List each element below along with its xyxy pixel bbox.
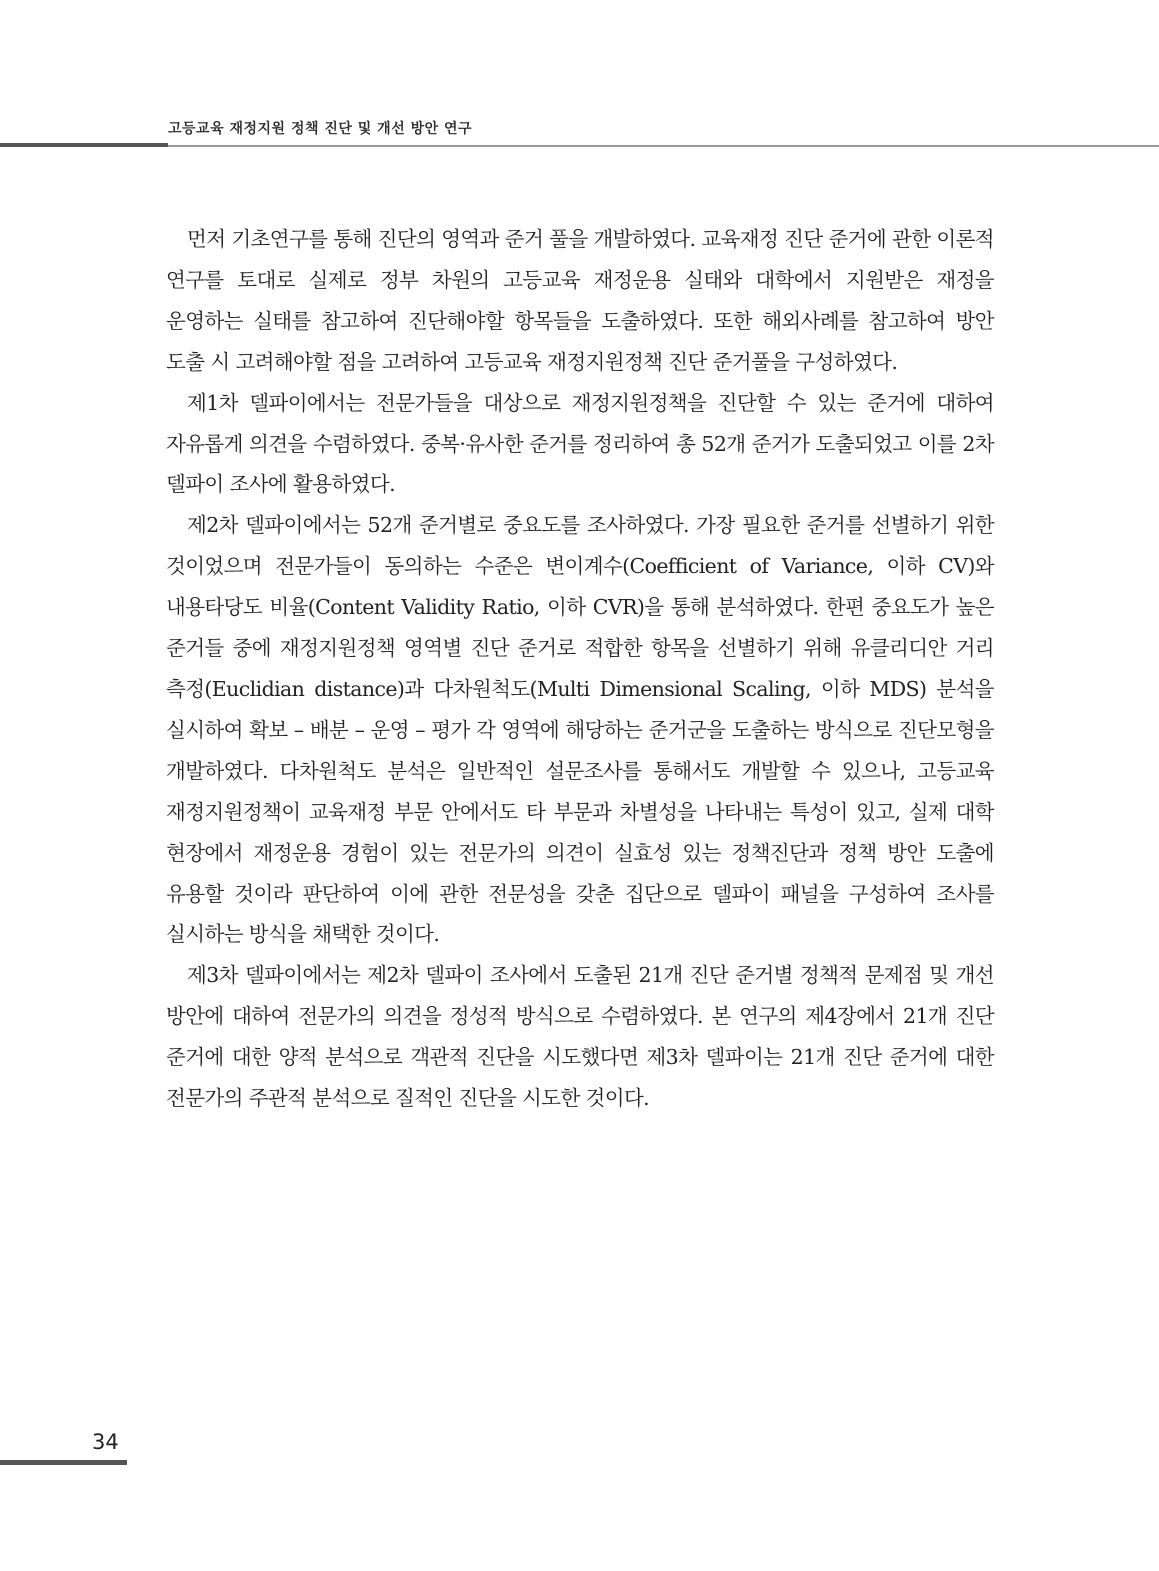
header-rule-dark (0, 143, 168, 147)
header-rule-light (168, 145, 1159, 147)
page-number: 34 (92, 1430, 119, 1454)
body-text (166, 219, 994, 1119)
footer-rule (0, 1460, 127, 1465)
paragraph-first-delphi: 제1차 델파이에서는 전문가들을 대상으로 재정지원정책을 진단할 수 있는 준거에 대하여 자유롭게 의견을 수렴하였다. 중복·유사한 준거를 정리하여 총 52개 준거가 도출되었고 이를 2차 델파이 조사에 활용하였다. (166, 390, 994, 497)
paragraph-third-delphi: 제3차 델파이에서는 제2차 델파이 조사에서 도출된 21개 진단 준거별 정책적 문제점 및 개선 방안에 대하여 전문가의 의견을 정성적 방식으로 수렴하였다. 본 연구의 제4장에서 21개 진단 준거에 대한 양적 분석으로 객관적 진단을 시도했다면 제3차 델파이는 21개 진단 준거에 대한 전문가의 주관적 분석으로 질적인 진단을 시도한 것이다. (166, 963, 994, 1111)
running-header-title: 고등교육 재정지원 정책 진단 및 개선 방안 연구 (168, 121, 473, 137)
paragraph-second-delphi: 제2차 델파이에서는 52개 준거별로 중요도를 조사하였다. 가장 필요한 준거를 선별하기 위한 것이었으며 전문가들이 동의하는 수준은 변이계수(Coefficient of Variance, 이하 CV)와 내용타당도 비율(Content Validity Ratio, 이하 CVR)을 통해 분석하였다. 한편 중요도가 높은 준거들 중에 재정지원정책 영역별 진단 준거로 적합한 항목을 선별하기 위해 유클리디안 거리 측정(Euclidian distance)과 다차원척도(Multi Dimensional Scaling, 이하 MDS) 분석을 실시하여 확보 – 배분 – 운영 – 평가 각 영역에 해당하는 준거군을 도출하는 방식으로 진단모형을 개발하였다. 다차원척도 분석은 일반적인 설문조사를 통해서도 개발할 수 있으나, 고등교육 재정지원정책이 교육재정 부문 안에서도 타 부문과 차별성을 나타내는 특성이 있고, 실제 대학 현장에서 재정운용 경험이 있는 전문가의 의견이 실효성 있는 정책진단과 정책 방안 도출에 유용할 것이라 판단하여 이에 관한 전문성을 갖춘 집단으로 델파이 패널을 구성하여 조사를 실시하는 방식을 채택한 것이다. (166, 513, 994, 947)
paragraph-foundation-research: 먼저 기초연구를 통해 진단의 영역과 준거 풀을 개발하였다. 교육재정 진단 준거에 관한 이론적 연구를 토대로 실제로 정부 차원의 고등교육 재정운용 실태와 대학에서 지원받은 재정을 운영하는 실태를 참고하여 진단해야할 항목들을 도출하였다. 또한 해외사례를 참고하여 방안 도출 시 고려해야할 점을 고려하여 고등교육 재정지원정책 진단 준거풀을 구성하였다. (166, 227, 994, 374)
